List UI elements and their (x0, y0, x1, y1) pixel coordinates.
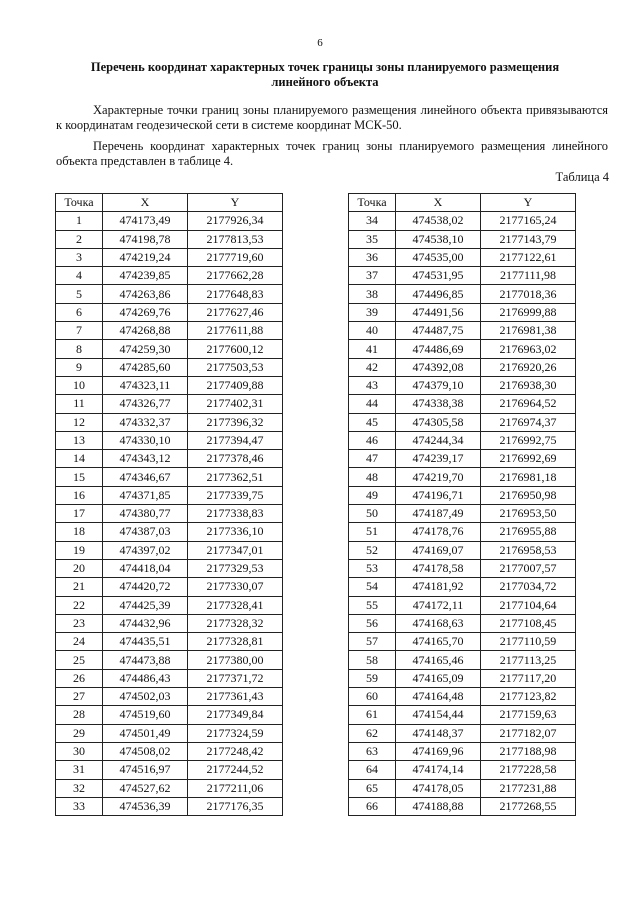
cell-point-number: 38 (349, 285, 396, 303)
table-row (56, 706, 283, 724)
table-row (349, 303, 576, 321)
cell-point-number: 28 (56, 706, 103, 724)
cell-point-number: 26 (56, 669, 103, 687)
cell-x-coordinate: 474178,05 (396, 779, 481, 797)
cell-x-coordinate: 474239,85 (103, 267, 188, 285)
cell-y-coordinate: 2177361,43 (188, 688, 283, 706)
cell-y-coordinate: 2177339,75 (188, 486, 283, 504)
table-row (349, 395, 576, 413)
column-header-point: Точка (349, 194, 396, 212)
table-row (56, 486, 283, 504)
cell-y-coordinate: 2177104,64 (481, 596, 576, 614)
cell-point-number: 45 (349, 413, 396, 431)
cell-y-coordinate: 2177347,01 (188, 541, 283, 559)
cell-y-coordinate: 2177244,52 (188, 761, 283, 779)
cell-x-coordinate: 474508,02 (103, 742, 188, 760)
cell-x-coordinate: 474172,11 (396, 596, 481, 614)
cell-y-coordinate: 2176992,69 (481, 450, 576, 468)
cell-point-number: 33 (56, 797, 103, 815)
table-row (56, 614, 283, 632)
table-row (349, 450, 576, 468)
cell-x-coordinate: 474239,17 (396, 450, 481, 468)
table-row (349, 797, 576, 815)
cell-x-coordinate: 474473,88 (103, 651, 188, 669)
cell-x-coordinate: 474496,85 (396, 285, 481, 303)
cell-point-number: 42 (349, 358, 396, 376)
cell-point-number: 66 (349, 797, 396, 815)
cell-point-number: 27 (56, 688, 103, 706)
cell-y-coordinate: 2176938,30 (481, 376, 576, 394)
cell-x-coordinate: 474154,44 (396, 706, 481, 724)
cell-point-number: 62 (349, 724, 396, 742)
table-row (56, 413, 283, 431)
cell-point-number: 37 (349, 267, 396, 285)
cell-y-coordinate: 2177018,36 (481, 285, 576, 303)
table-row (56, 797, 283, 815)
cell-x-coordinate: 474259,30 (103, 340, 188, 358)
paragraph-table-intro: Перечень координат характерных точек границ зоны планируемого размещения линейного объекта представлен в таблице 4. (56, 139, 608, 168)
cell-y-coordinate: 2177188,98 (481, 742, 576, 760)
cell-y-coordinate: 2177113,25 (481, 651, 576, 669)
cell-y-coordinate: 2176999,88 (481, 303, 576, 321)
cell-point-number: 7 (56, 322, 103, 340)
cell-point-number: 47 (349, 450, 396, 468)
cell-x-coordinate: 474178,58 (396, 559, 481, 577)
cell-y-coordinate: 2176992,75 (481, 431, 576, 449)
table-row (349, 724, 576, 742)
cell-point-number: 11 (56, 395, 103, 413)
cell-y-coordinate: 2177248,42 (188, 742, 283, 760)
cell-x-coordinate: 474380,77 (103, 505, 188, 523)
table-row (56, 596, 283, 614)
cell-point-number: 32 (56, 779, 103, 797)
cell-point-number: 16 (56, 486, 103, 504)
cell-y-coordinate: 2177268,55 (481, 797, 576, 815)
cell-x-coordinate: 474174,14 (396, 761, 481, 779)
cell-point-number: 57 (349, 633, 396, 651)
cell-y-coordinate: 2177007,57 (481, 559, 576, 577)
table-row (349, 633, 576, 651)
table-row (349, 614, 576, 632)
table-row (56, 669, 283, 687)
cell-y-coordinate: 2177338,83 (188, 505, 283, 523)
cell-point-number: 12 (56, 413, 103, 431)
cell-x-coordinate: 474392,08 (396, 358, 481, 376)
cell-x-coordinate: 474187,49 (396, 505, 481, 523)
cell-point-number: 30 (56, 742, 103, 760)
cell-point-number: 46 (349, 431, 396, 449)
cell-point-number: 29 (56, 724, 103, 742)
column-header-y: Y (481, 194, 576, 212)
cell-y-coordinate: 2177611,88 (188, 322, 283, 340)
cell-y-coordinate: 2176981,18 (481, 468, 576, 486)
cell-x-coordinate: 474371,85 (103, 486, 188, 504)
table-row (349, 523, 576, 541)
cell-y-coordinate: 2177380,00 (188, 651, 283, 669)
cell-x-coordinate: 474538,10 (396, 230, 481, 248)
cell-point-number: 8 (56, 340, 103, 358)
cell-y-coordinate: 2177328,32 (188, 614, 283, 632)
cell-x-coordinate: 474198,78 (103, 230, 188, 248)
cell-x-coordinate: 474486,43 (103, 669, 188, 687)
table-row (349, 651, 576, 669)
cell-point-number: 3 (56, 248, 103, 266)
table-row (56, 450, 283, 468)
cell-y-coordinate: 2177813,53 (188, 230, 283, 248)
coordinates-table-left (55, 193, 283, 816)
cell-y-coordinate: 2177122,61 (481, 248, 576, 266)
cell-y-coordinate: 2177111,98 (481, 267, 576, 285)
cell-x-coordinate: 474536,39 (103, 797, 188, 815)
cell-x-coordinate: 474219,24 (103, 248, 188, 266)
table-row (349, 468, 576, 486)
cell-y-coordinate: 2176963,02 (481, 340, 576, 358)
cell-point-number: 4 (56, 267, 103, 285)
table-row (349, 230, 576, 248)
table-row (56, 541, 283, 559)
table-row (56, 633, 283, 651)
table-row (56, 376, 283, 394)
cell-point-number: 35 (349, 230, 396, 248)
cell-y-coordinate: 2177176,35 (188, 797, 283, 815)
table-header-row (349, 194, 576, 212)
cell-x-coordinate: 474330,10 (103, 431, 188, 449)
cell-y-coordinate: 2176964,52 (481, 395, 576, 413)
cell-x-coordinate: 474178,76 (396, 523, 481, 541)
column-header-point: Точка (56, 194, 103, 212)
cell-point-number: 63 (349, 742, 396, 760)
cell-x-coordinate: 474268,88 (103, 322, 188, 340)
column-header-x: X (396, 194, 481, 212)
cell-point-number: 18 (56, 523, 103, 541)
cell-x-coordinate: 474343,12 (103, 450, 188, 468)
cell-y-coordinate: 2176981,38 (481, 322, 576, 340)
cell-point-number: 31 (56, 761, 103, 779)
table-row (56, 248, 283, 266)
cell-y-coordinate: 2177228,58 (481, 761, 576, 779)
cell-point-number: 56 (349, 614, 396, 632)
cell-point-number: 52 (349, 541, 396, 559)
cell-y-coordinate: 2177108,45 (481, 614, 576, 632)
table-row (349, 688, 576, 706)
cell-point-number: 50 (349, 505, 396, 523)
table-row (349, 322, 576, 340)
table-row (56, 230, 283, 248)
table-row (56, 651, 283, 669)
table-row (56, 468, 283, 486)
cell-point-number: 24 (56, 633, 103, 651)
cell-point-number: 17 (56, 505, 103, 523)
cell-x-coordinate: 474165,70 (396, 633, 481, 651)
cell-y-coordinate: 2177396,32 (188, 413, 283, 431)
column-header-y: Y (188, 194, 283, 212)
cell-point-number: 41 (349, 340, 396, 358)
cell-x-coordinate: 474219,70 (396, 468, 481, 486)
cell-y-coordinate: 2177143,79 (481, 230, 576, 248)
table-row (56, 212, 283, 230)
table-row (56, 431, 283, 449)
cell-point-number: 40 (349, 322, 396, 340)
cell-point-number: 51 (349, 523, 396, 541)
cell-x-coordinate: 474420,72 (103, 578, 188, 596)
cell-point-number: 36 (349, 248, 396, 266)
cell-point-number: 55 (349, 596, 396, 614)
cell-y-coordinate: 2177402,31 (188, 395, 283, 413)
cell-x-coordinate: 474164,48 (396, 688, 481, 706)
cell-point-number: 5 (56, 285, 103, 303)
cell-x-coordinate: 474323,11 (103, 376, 188, 394)
cell-y-coordinate: 2177371,72 (188, 669, 283, 687)
table-row (349, 541, 576, 559)
cell-x-coordinate: 474387,03 (103, 523, 188, 541)
table-row (349, 505, 576, 523)
cell-x-coordinate: 474502,03 (103, 688, 188, 706)
cell-x-coordinate: 474269,76 (103, 303, 188, 321)
table-row (349, 486, 576, 504)
cell-y-coordinate: 2177330,07 (188, 578, 283, 596)
cell-point-number: 2 (56, 230, 103, 248)
table-row (56, 340, 283, 358)
cell-x-coordinate: 474181,92 (396, 578, 481, 596)
table-row (349, 596, 576, 614)
cell-y-coordinate: 2177503,53 (188, 358, 283, 376)
table-row (349, 431, 576, 449)
cell-x-coordinate: 474425,39 (103, 596, 188, 614)
cell-y-coordinate: 2177165,24 (481, 212, 576, 230)
document-title: Перечень координат характерных точек границы зоны планируемого размещения линейного объекта (90, 60, 560, 89)
cell-x-coordinate: 474535,00 (396, 248, 481, 266)
cell-point-number: 39 (349, 303, 396, 321)
cell-y-coordinate: 2177110,59 (481, 633, 576, 651)
cell-x-coordinate: 474501,49 (103, 724, 188, 742)
table-row (56, 578, 283, 596)
cell-point-number: 25 (56, 651, 103, 669)
cell-point-number: 53 (349, 559, 396, 577)
table-row (349, 376, 576, 394)
cell-x-coordinate: 474397,02 (103, 541, 188, 559)
cell-x-coordinate: 474346,67 (103, 468, 188, 486)
cell-y-coordinate: 2177648,83 (188, 285, 283, 303)
table-row (349, 559, 576, 577)
table-row (349, 578, 576, 596)
cell-x-coordinate: 474168,63 (396, 614, 481, 632)
cell-point-number: 61 (349, 706, 396, 724)
page-number: 6 (317, 37, 323, 49)
cell-x-coordinate: 474169,07 (396, 541, 481, 559)
cell-x-coordinate: 474432,96 (103, 614, 188, 632)
cell-x-coordinate: 474173,49 (103, 212, 188, 230)
table-row (56, 303, 283, 321)
cell-y-coordinate: 2177329,53 (188, 559, 283, 577)
table-row (349, 267, 576, 285)
cell-y-coordinate: 2177719,60 (188, 248, 283, 266)
table-caption: Таблица 4 (555, 170, 609, 184)
cell-x-coordinate: 474516,97 (103, 761, 188, 779)
column-header-x: X (103, 194, 188, 212)
table-row (349, 285, 576, 303)
table-row (349, 340, 576, 358)
cell-y-coordinate: 2177662,28 (188, 267, 283, 285)
cell-point-number: 64 (349, 761, 396, 779)
table-row (56, 523, 283, 541)
table-row (349, 761, 576, 779)
table-row (349, 706, 576, 724)
cell-y-coordinate: 2177123,82 (481, 688, 576, 706)
cell-point-number: 43 (349, 376, 396, 394)
table-row (56, 724, 283, 742)
cell-y-coordinate: 2177182,07 (481, 724, 576, 742)
cell-point-number: 48 (349, 468, 396, 486)
cell-y-coordinate: 2177159,63 (481, 706, 576, 724)
cell-x-coordinate: 474305,58 (396, 413, 481, 431)
cell-x-coordinate: 474527,62 (103, 779, 188, 797)
table-row (349, 779, 576, 797)
table-row (56, 761, 283, 779)
cell-y-coordinate: 2176950,98 (481, 486, 576, 504)
cell-x-coordinate: 474148,37 (396, 724, 481, 742)
cell-y-coordinate: 2176958,53 (481, 541, 576, 559)
cell-point-number: 23 (56, 614, 103, 632)
table-row (56, 322, 283, 340)
cell-point-number: 9 (56, 358, 103, 376)
table-row (349, 248, 576, 266)
cell-point-number: 59 (349, 669, 396, 687)
cell-point-number: 22 (56, 596, 103, 614)
cell-point-number: 10 (56, 376, 103, 394)
cell-y-coordinate: 2177328,41 (188, 596, 283, 614)
coordinates-table-right (348, 193, 576, 816)
cell-point-number: 60 (349, 688, 396, 706)
cell-point-number: 44 (349, 395, 396, 413)
cell-x-coordinate: 474491,56 (396, 303, 481, 321)
cell-y-coordinate: 2177600,12 (188, 340, 283, 358)
cell-point-number: 19 (56, 541, 103, 559)
cell-x-coordinate: 474486,69 (396, 340, 481, 358)
cell-y-coordinate: 2177394,47 (188, 431, 283, 449)
cell-x-coordinate: 474244,34 (396, 431, 481, 449)
cell-x-coordinate: 474332,37 (103, 413, 188, 431)
cell-point-number: 13 (56, 431, 103, 449)
table-row (56, 505, 283, 523)
cell-y-coordinate: 2177328,81 (188, 633, 283, 651)
cell-point-number: 21 (56, 578, 103, 596)
cell-y-coordinate: 2177409,88 (188, 376, 283, 394)
table-row (56, 688, 283, 706)
cell-x-coordinate: 474188,88 (396, 797, 481, 815)
paragraph-reference-system: Характерные точки границ зоны планируемого размещения линейного объекта привязываются к координатам геодезической сети в системе координат МСК-50. (56, 103, 608, 132)
cell-x-coordinate: 474418,04 (103, 559, 188, 577)
cell-point-number: 54 (349, 578, 396, 596)
cell-x-coordinate: 474519,60 (103, 706, 188, 724)
table-row (349, 742, 576, 760)
cell-x-coordinate: 474285,60 (103, 358, 188, 376)
table-row (56, 395, 283, 413)
table-row (56, 779, 283, 797)
cell-y-coordinate: 2177117,20 (481, 669, 576, 687)
cell-x-coordinate: 474538,02 (396, 212, 481, 230)
table-row (349, 669, 576, 687)
cell-y-coordinate: 2177349,84 (188, 706, 283, 724)
cell-y-coordinate: 2177034,72 (481, 578, 576, 596)
cell-point-number: 65 (349, 779, 396, 797)
table-row (349, 413, 576, 431)
cell-y-coordinate: 2176920,26 (481, 358, 576, 376)
cell-x-coordinate: 474338,38 (396, 395, 481, 413)
table-row (56, 285, 283, 303)
cell-y-coordinate: 2176955,88 (481, 523, 576, 541)
cell-point-number: 15 (56, 468, 103, 486)
cell-y-coordinate: 2177378,46 (188, 450, 283, 468)
cell-y-coordinate: 2177627,46 (188, 303, 283, 321)
cell-x-coordinate: 474165,09 (396, 669, 481, 687)
cell-point-number: 34 (349, 212, 396, 230)
cell-x-coordinate: 474379,10 (396, 376, 481, 394)
cell-x-coordinate: 474531,95 (396, 267, 481, 285)
cell-x-coordinate: 474435,51 (103, 633, 188, 651)
cell-y-coordinate: 2177926,34 (188, 212, 283, 230)
cell-point-number: 58 (349, 651, 396, 669)
cell-y-coordinate: 2177336,10 (188, 523, 283, 541)
table-row (56, 559, 283, 577)
cell-x-coordinate: 474263,86 (103, 285, 188, 303)
cell-point-number: 6 (56, 303, 103, 321)
cell-x-coordinate: 474326,77 (103, 395, 188, 413)
cell-point-number: 14 (56, 450, 103, 468)
table-header-row (56, 194, 283, 212)
table-row (56, 358, 283, 376)
cell-x-coordinate: 474487,75 (396, 322, 481, 340)
cell-y-coordinate: 2176974,37 (481, 413, 576, 431)
cell-point-number: 1 (56, 212, 103, 230)
cell-x-coordinate: 474165,46 (396, 651, 481, 669)
table-row (349, 358, 576, 376)
table-row (56, 742, 283, 760)
cell-point-number: 49 (349, 486, 396, 504)
cell-point-number: 20 (56, 559, 103, 577)
cell-y-coordinate: 2177211,06 (188, 779, 283, 797)
cell-y-coordinate: 2176953,50 (481, 505, 576, 523)
cell-y-coordinate: 2177362,51 (188, 468, 283, 486)
cell-x-coordinate: 474196,71 (396, 486, 481, 504)
cell-y-coordinate: 2177324,59 (188, 724, 283, 742)
table-row (56, 267, 283, 285)
cell-x-coordinate: 474169,96 (396, 742, 481, 760)
cell-y-coordinate: 2177231,88 (481, 779, 576, 797)
table-row (349, 212, 576, 230)
